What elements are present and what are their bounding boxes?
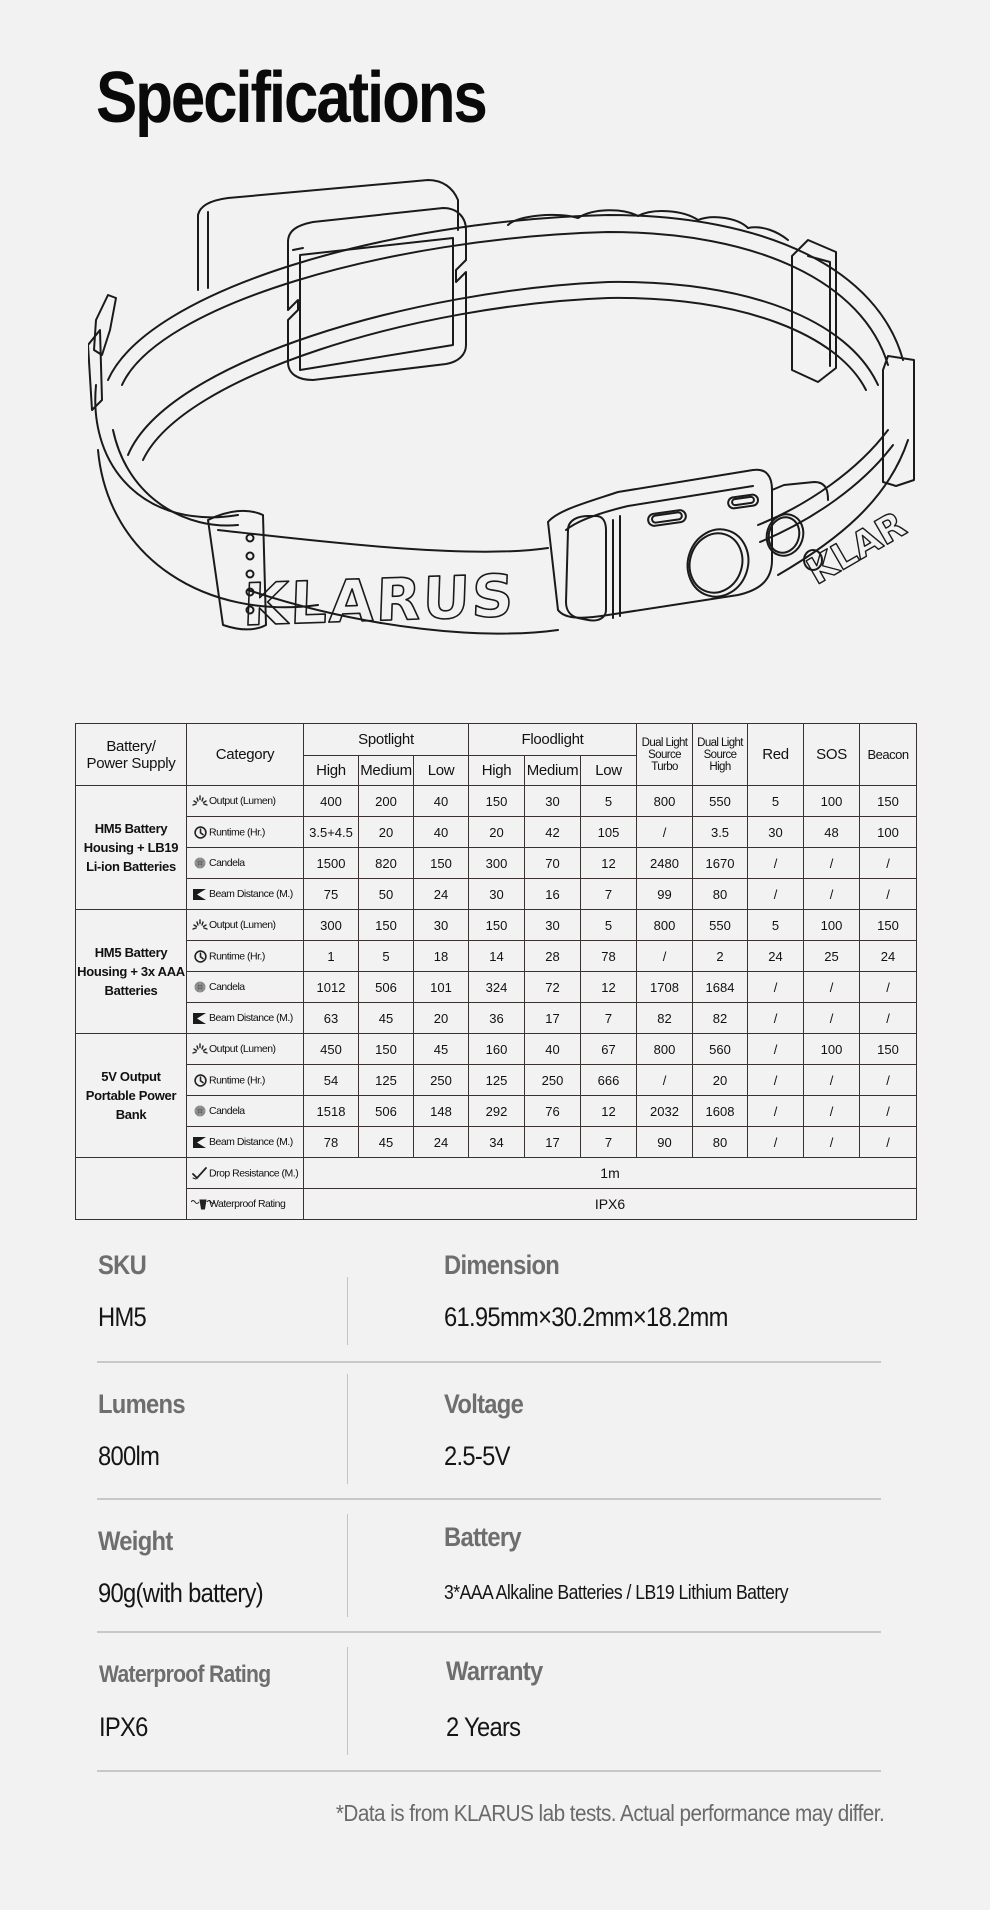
table-cell: / [748, 848, 804, 879]
table-cell: 48 [804, 817, 860, 848]
category-label: Runtime (Hr.) [209, 1074, 265, 1086]
table-cell: 666 [581, 1065, 637, 1096]
table-cell: / [748, 1127, 804, 1158]
table-cell: / [804, 1096, 860, 1127]
table-cell: 75 [304, 879, 359, 910]
table-cell: 150 [414, 848, 469, 879]
table-cell: 50 [359, 879, 414, 910]
table-cell: 1708 [637, 972, 693, 1003]
table-cell: / [748, 1034, 804, 1065]
category-cell [187, 1034, 304, 1065]
spec-label-weight: Weight [98, 1526, 173, 1556]
category-label: Runtime (Hr.) [209, 950, 265, 962]
spec-value-warranty: 2 Years [446, 1712, 521, 1742]
category-cell [187, 1127, 304, 1158]
table-cell: 3.5 [693, 817, 748, 848]
beam-distance-icon [191, 1136, 209, 1148]
table-cell: 300 [304, 910, 359, 941]
table-cell: 99 [637, 879, 693, 910]
header-text: Dual Light [697, 736, 743, 749]
horizontal-divider [97, 1361, 881, 1363]
table-row [76, 972, 917, 1003]
table-cell: / [860, 879, 917, 910]
table-cell: / [748, 879, 804, 910]
table-cell: 1500 [304, 848, 359, 879]
horizontal-divider [97, 1498, 881, 1500]
table-cell: 3.5+4.5 [304, 817, 359, 848]
table-cell: 7 [581, 1003, 637, 1034]
table-cell: 45 [359, 1003, 414, 1034]
table-cell: 76 [525, 1096, 581, 1127]
drop-check-icon [191, 1167, 209, 1180]
table-cell: 40 [525, 1034, 581, 1065]
power-supply-group-label [76, 1034, 187, 1158]
category-label: Beam Distance (M.) [209, 888, 293, 901]
category-label: Candela [209, 1105, 245, 1118]
header-text: Turbo [651, 760, 678, 773]
candela-target-icon [191, 1105, 209, 1117]
table-cell: 150 [469, 786, 525, 817]
table-row [76, 910, 917, 941]
footnote-disclaimer: *Data is from KLARUS lab tests. Actual performance may differ. [335, 1800, 884, 1826]
table-cell: / [748, 1003, 804, 1034]
table-cell: 34 [469, 1127, 525, 1158]
table-cell-merged: 1m [304, 1158, 917, 1189]
header-battery-power-supply [76, 724, 187, 786]
header-flood-low: Low [581, 756, 637, 786]
power-supply-group-label [76, 786, 187, 910]
table-cell: 150 [860, 910, 917, 941]
table-cell: 506 [359, 972, 414, 1003]
table-cell: 17 [525, 1127, 581, 1158]
table-row [76, 1065, 917, 1096]
headlamp-illustration [88, 170, 928, 680]
group-label-line: Housing + LB19 [83, 840, 179, 855]
table-cell: 30 [414, 910, 469, 941]
category-cell [187, 1096, 304, 1127]
waterproof-icon [191, 1198, 209, 1210]
table-cell: 24 [748, 941, 804, 972]
table-cell: 30 [748, 817, 804, 848]
table-cell: 42 [525, 817, 581, 848]
vertical-divider [347, 1647, 348, 1755]
table-cell: 148 [414, 1096, 469, 1127]
table-cell: 54 [304, 1065, 359, 1096]
table-cell: / [860, 1065, 917, 1096]
table-cell: 82 [637, 1003, 693, 1034]
table-cell: 450 [304, 1034, 359, 1065]
table-cell: 80 [693, 879, 748, 910]
table-cell: / [860, 1003, 917, 1034]
candela-target-icon [191, 857, 209, 869]
header-spot-low: Low [414, 756, 469, 786]
table-cell-merged: IPX6 [304, 1189, 917, 1220]
table-cell: 25 [804, 941, 860, 972]
table-cell: 40 [414, 817, 469, 848]
table-cell: 30 [469, 879, 525, 910]
table-cell: 250 [414, 1065, 469, 1096]
category-cell [187, 1003, 304, 1034]
table-cell: / [804, 879, 860, 910]
table-cell: 105 [581, 817, 637, 848]
header-dual-light-turbo [637, 724, 693, 786]
header-battery-line1: Battery/ [106, 737, 156, 755]
header-text: Dual Light [641, 736, 688, 749]
table-cell: 28 [525, 941, 581, 972]
table-cell: 324 [469, 972, 525, 1003]
table-cell: 30 [525, 910, 581, 941]
group-label-line: Portable Power [85, 1088, 177, 1103]
table-cell: 100 [804, 786, 860, 817]
spec-row-lumens-voltage [97, 1389, 881, 1499]
table-cell: / [860, 1096, 917, 1127]
category-label: Waterproof Rating [209, 1198, 286, 1211]
table-cell: 150 [359, 1034, 414, 1065]
table-cell: / [804, 848, 860, 879]
category-cell [187, 879, 304, 910]
category-label: Beam Distance (M.) [209, 1136, 293, 1149]
table-cell: 550 [693, 910, 748, 941]
beam-distance-icon [191, 888, 209, 900]
table-cell: 2032 [637, 1096, 693, 1127]
category-label: Output (Lumen) [209, 1043, 276, 1056]
table-cell: 24 [414, 879, 469, 910]
svg-text:KLARUS: KLARUS [242, 561, 517, 640]
category-label: Candela [209, 981, 245, 994]
table-cell: / [860, 972, 917, 1003]
spec-row-weight-battery [97, 1522, 881, 1632]
candela-target-icon [191, 981, 209, 993]
group-label-line: Li-ion Batteries [86, 859, 176, 874]
table-cell: / [637, 1065, 693, 1096]
table-body [76, 786, 917, 1220]
table-cell: 40 [414, 786, 469, 817]
table-cell: 20 [414, 1003, 469, 1034]
table-cell: / [637, 941, 693, 972]
table-cell: 80 [693, 1127, 748, 1158]
horizontal-divider [97, 1770, 881, 1772]
table-cell: 101 [414, 972, 469, 1003]
header-red: Red [748, 724, 804, 786]
table-cell: 90 [637, 1127, 693, 1158]
table-cell: / [860, 1127, 917, 1158]
table-cell: 1670 [693, 848, 748, 879]
group-label-line: Batteries [104, 983, 158, 998]
category-label: Candela [209, 857, 245, 870]
table-cell: 5 [581, 786, 637, 817]
spec-label-waterproof: Waterproof Rating [99, 1661, 271, 1688]
group-label-line: Bank [115, 1107, 147, 1122]
header-battery-line2: Power Supply [86, 754, 176, 772]
spec-label-warranty: Warranty [446, 1656, 543, 1686]
table-cell: 82 [693, 1003, 748, 1034]
header-spot-high: High [304, 756, 359, 786]
table-cell: 45 [359, 1127, 414, 1158]
table-cell: 17 [525, 1003, 581, 1034]
table-cell: 800 [637, 910, 693, 941]
table-row [76, 1003, 917, 1034]
clock-icon [191, 1074, 209, 1087]
table-row [76, 879, 917, 910]
table-cell: 30 [525, 786, 581, 817]
table-cell: 12 [581, 972, 637, 1003]
table-row [76, 817, 917, 848]
table-cell: / [637, 817, 693, 848]
table-cell: 20 [469, 817, 525, 848]
table-cell: 125 [469, 1065, 525, 1096]
table-cell: / [748, 1065, 804, 1096]
table-cell: 20 [693, 1065, 748, 1096]
header-flood-high: High [469, 756, 525, 786]
table-row [76, 1127, 917, 1158]
group-label-line: Housing + 3x AAA [77, 964, 185, 979]
table-cell: 160 [469, 1034, 525, 1065]
spec-label-dimension: Dimension [444, 1250, 560, 1280]
header-dual-light-high [693, 724, 748, 786]
spec-value-battery: 3*AAA Alkaline Batteries / LB19 Lithium Battery [444, 1582, 789, 1604]
table-cell: 100 [804, 910, 860, 941]
table-cell: 7 [581, 1127, 637, 1158]
spec-value-voltage: 2.5-5V [444, 1441, 510, 1471]
table-cell: 800 [637, 1034, 693, 1065]
specifications-table [75, 723, 917, 1220]
clock-icon [191, 826, 209, 839]
table-cell: 24 [860, 941, 917, 972]
table-cell: 2 [693, 941, 748, 972]
header-beacon: Beacon [860, 724, 917, 786]
table-cell: 150 [860, 1034, 917, 1065]
category-label: Drop Resistance (M.) [209, 1167, 299, 1179]
category-cell [187, 817, 304, 848]
table-cell: 100 [860, 817, 917, 848]
table-cell: / [748, 1096, 804, 1127]
spec-value-dimension: 61.95mm×30.2mm×18.2mm [444, 1302, 728, 1332]
spec-row-waterproof-warranty [97, 1656, 881, 1776]
table-cell: 72 [525, 972, 581, 1003]
table-cell: 14 [469, 941, 525, 972]
empty-cell [76, 1158, 187, 1220]
header-text: Source [703, 748, 737, 761]
table-cell: / [804, 1127, 860, 1158]
table-cell: 150 [860, 786, 917, 817]
output-rays-icon [191, 919, 209, 931]
output-rays-icon [191, 1043, 209, 1055]
spec-row-sku-dimension [97, 1250, 881, 1360]
beam-distance-icon [191, 1012, 209, 1024]
table-cell: 12 [581, 1096, 637, 1127]
group-label-line: 5V Output [101, 1069, 161, 1084]
output-rays-icon [191, 795, 209, 807]
table-cell: 63 [304, 1003, 359, 1034]
category-cell [187, 1189, 304, 1220]
table-cell: / [860, 848, 917, 879]
category-cell [187, 786, 304, 817]
vertical-divider [347, 1514, 348, 1617]
vertical-divider [347, 1374, 348, 1484]
table-cell: 24 [414, 1127, 469, 1158]
table-cell: 200 [359, 786, 414, 817]
table-cell: 5 [359, 941, 414, 972]
category-label: Output (Lumen) [209, 919, 276, 932]
category-cell [187, 910, 304, 941]
table-cell: 1608 [693, 1096, 748, 1127]
header-spotlight: Spotlight [304, 724, 469, 756]
table-cell: 100 [804, 1034, 860, 1065]
category-label: Output (Lumen) [209, 795, 276, 808]
svg-text:KLAR: KLAR [800, 504, 914, 594]
table-row [76, 1096, 917, 1127]
spec-label-voltage: Voltage [444, 1389, 524, 1419]
table-cell: 1 [304, 941, 359, 972]
table-cell: 550 [693, 786, 748, 817]
header-spot-medium: Medium [359, 756, 414, 786]
table-row [76, 941, 917, 972]
vertical-divider [347, 1277, 348, 1345]
table-cell: 5 [748, 786, 804, 817]
category-cell [187, 848, 304, 879]
category-cell [187, 972, 304, 1003]
table-cell: 150 [469, 910, 525, 941]
table-cell: / [804, 972, 860, 1003]
table-cell: 820 [359, 848, 414, 879]
table-cell: 250 [525, 1065, 581, 1096]
table-cell: 292 [469, 1096, 525, 1127]
header-flood-medium: Medium [525, 756, 581, 786]
table-cell: 45 [414, 1034, 469, 1065]
table-cell: 20 [359, 817, 414, 848]
spec-label-sku: SKU [98, 1250, 147, 1280]
horizontal-divider [97, 1631, 881, 1633]
category-label: Beam Distance (M.) [209, 1012, 293, 1025]
header-text: High [709, 760, 731, 773]
table-cell: 400 [304, 786, 359, 817]
table-cell: 67 [581, 1034, 637, 1065]
header-category: Category [187, 724, 304, 786]
table-cell: 800 [637, 786, 693, 817]
table-cell: 125 [359, 1065, 414, 1096]
power-supply-group-label [76, 910, 187, 1034]
table-cell: 1518 [304, 1096, 359, 1127]
category-label: Runtime (Hr.) [209, 826, 265, 838]
table-cell: 78 [581, 941, 637, 972]
table-row [76, 1034, 917, 1065]
page-title: Specifications [96, 58, 486, 138]
table-row [76, 1189, 917, 1220]
table-cell: 5 [581, 910, 637, 941]
table-cell: 70 [525, 848, 581, 879]
category-cell [187, 1158, 304, 1189]
table-cell: 1012 [304, 972, 359, 1003]
category-cell [187, 1065, 304, 1096]
table-cell: 2480 [637, 848, 693, 879]
table-row [76, 786, 917, 817]
table-cell: / [748, 972, 804, 1003]
group-label-line: HM5 Battery [94, 945, 168, 960]
table-cell: 18 [414, 941, 469, 972]
header-sos: SOS [804, 724, 860, 786]
table-cell: 300 [469, 848, 525, 879]
table-cell: 506 [359, 1096, 414, 1127]
category-cell [187, 941, 304, 972]
spec-label-lumens: Lumens [98, 1389, 185, 1419]
table-cell: 1684 [693, 972, 748, 1003]
group-label-line: HM5 Battery [94, 821, 168, 836]
clock-icon [191, 950, 209, 963]
table-cell: 16 [525, 879, 581, 910]
header-floodlight: Floodlight [469, 724, 637, 756]
table-cell: 560 [693, 1034, 748, 1065]
spec-value-waterproof: IPX6 [99, 1712, 148, 1742]
spec-label-battery: Battery [444, 1522, 521, 1552]
header-text: Source [648, 748, 681, 761]
table-cell: 12 [581, 848, 637, 879]
table-cell: / [804, 1065, 860, 1096]
table-row [76, 1158, 917, 1189]
table-cell: 78 [304, 1127, 359, 1158]
spec-value-sku: HM5 [98, 1302, 147, 1332]
table-cell: 150 [359, 910, 414, 941]
table-row [76, 848, 917, 879]
spec-value-weight: 90g(with battery) [98, 1578, 263, 1608]
table-cell: 7 [581, 879, 637, 910]
spec-value-lumens: 800lm [98, 1441, 160, 1471]
table-cell: 36 [469, 1003, 525, 1034]
table-cell: 5 [748, 910, 804, 941]
table-cell: / [804, 1003, 860, 1034]
